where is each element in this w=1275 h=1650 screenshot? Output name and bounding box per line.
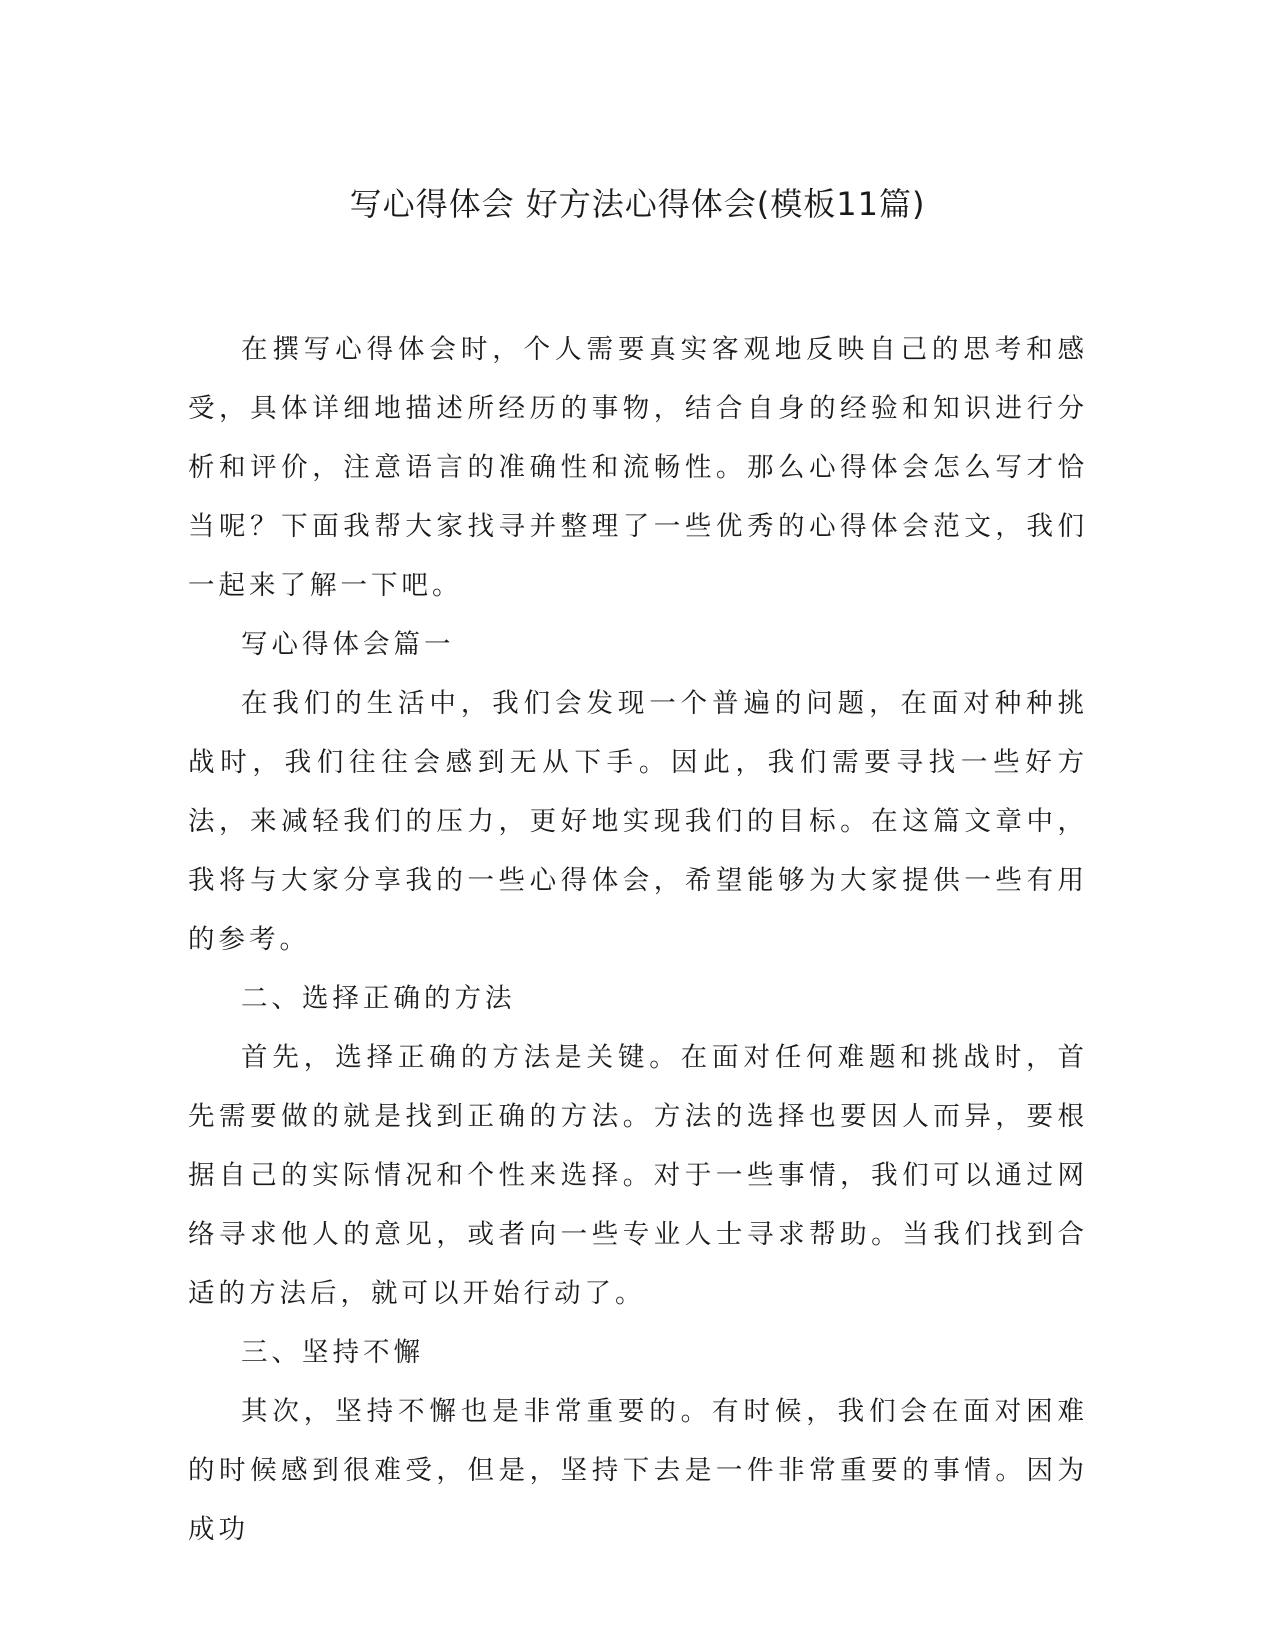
body-paragraph: 首先，选择正确的方法是关键。在面对任何难题和挑战时，首先需要做的就是找到正确的方法。方法的选择也要因人而异，要根据自己的实际情况和个性来选择。对于一些事情，我们可以通过网络寻求他人的意见，或者向一些专业人士寻求帮助。当我们找到合适的方法后，就可以开始行动了。 (188, 1042, 1088, 1309)
body-paragraph: 其次，坚持不懈也是非常重要的。有时候，我们会在面对困难的时候感到很难受，但是，坚持下去是一件非常重要的事情。因为成功 (188, 1396, 1088, 1545)
body-paragraph: 在我们的生活中，我们会发现一个普遍的问题，在面对种种挑战时，我们往往会感到无从下手。因此，我们需要寻找一些好方法，来减轻我们的压力，更好地实现我们的目标。在这篇文章中，我将与大家分享我的一些心得体会，希望能够为大家提供一些有用的参考。 (188, 688, 1088, 955)
section-heading-part-one: 写心得体会篇一 (241, 629, 455, 660)
intro-paragraph: 在撰写心得体会时，个人需要真实客观地反映自己的思考和感受，具体详细地描述所经历的事物，结合自身的经验和知识进行分析和评价，注意语言的准确性和流畅性。那么心得体会怎么写才恰当呢？下面我帮大家找寻并整理了一些优秀的心得体会范文，我们一起来了解一下吧。 (188, 334, 1088, 601)
document-body (188, 320, 1088, 1559)
section-heading-persistence: 三、坚持不懈 (241, 1337, 424, 1368)
document-title: 写心得体会 好方法心得体会(模板11篇) (349, 185, 926, 223)
section-heading-choose-method: 二、选择正确的方法 (241, 983, 516, 1014)
